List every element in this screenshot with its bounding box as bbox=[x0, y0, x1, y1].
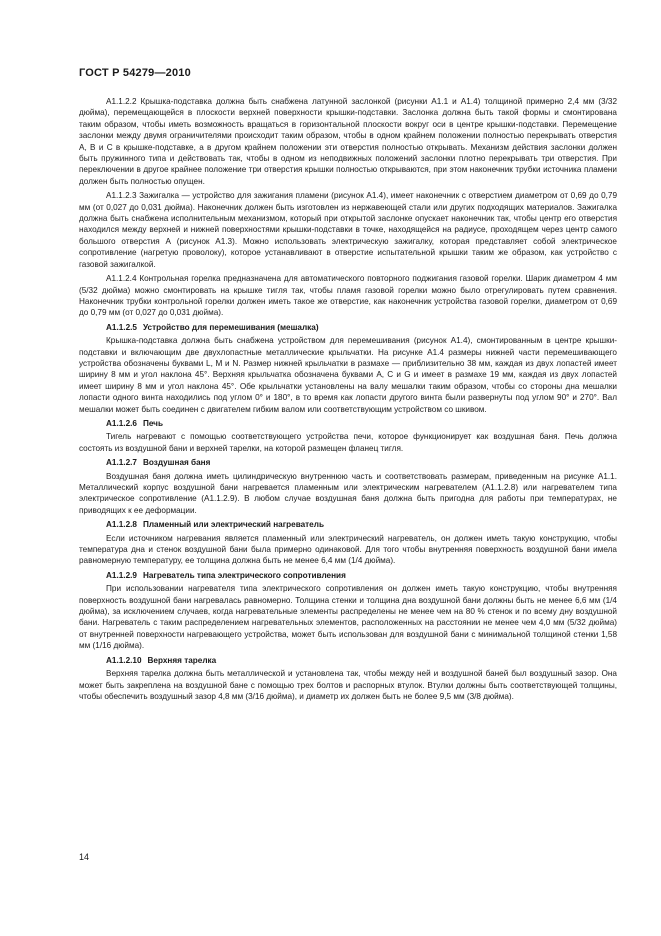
section-heading bbox=[79, 519, 617, 530]
section-heading bbox=[79, 570, 617, 581]
section-number: А1.1.2.5 bbox=[106, 322, 137, 332]
section-title: Нагреватель типа электрического сопротивления bbox=[142, 570, 346, 580]
section-title: Пламенный или электрический нагреватель bbox=[142, 520, 324, 530]
paragraph: Крышка-подставка должна быть снабжена устройством для перемешивания (рисунок А1.4), смонтированным в центре крышки-подставки и включающим две двухлопастные металлические крыльчатки. На рисунке А1.4 размеры нижней части перемешивающего устройства обозначены буквами L, M и N. Размер нижней крыльчатки в размахе — приблизительно 38 мм, каждая из двух лопастей имеет ширину 8 мм и угол наклона 45°. Верхняя крыльчатка обозначена буквами А, С и G и имеет в размахе 19 мм, каждая из двух лопастей имеет ширину 8 мм и угол наклона 45°. Обе крыльчатки установлены на валу мешалки таким образом, чтобы со стороны дна мешалки лопасти одного винта находились под углом 0° и 180°, в то время как лопасти другого винта были развернуты под углом 90° и 270°. Вал мешалки может быть соединен с двигателем гибким валом или соответствующим устройством со шкивом. bbox=[79, 336, 617, 414]
section-number: А1.1.2.9 bbox=[106, 570, 137, 580]
paragraph: Воздушная баня должна иметь цилиндрическую внутреннюю часть и соответствовать размерам, приведенным на рисунке А1.1. Металлический корпус воздушной бани нагревается пламенным или электрическим нагревателем (А1.1.2.8) или нагревателем типа электрическое сопротивление (А1.1.2.9). В любом случае воздушная баня должна быть пригодна для работы при температурах, не приводящих к ее деформации. bbox=[79, 471, 617, 515]
section-number: А1.1.2.8 bbox=[106, 520, 137, 530]
section-title: Печь bbox=[142, 418, 163, 428]
paragraph: А1.1.2.2 Крышка-подставка должна быть снабжена латунной заслонкой (рисунки А1.1 и А1.4) толщиной примерно 2,4 мм (3/32 дюйма), перемещающейся в плоскости верхней поверхности крышки-подставки. Заслонка должна быть такой формы и смонтирована таким образом, чтобы иметь возможность вращаться в горизонтальной плоскости вокруг оси в центре крышки-подставки. Перемещение заслонки между двумя ограничителями происходит таким образом, чтобы в одном крайнем положении полностью перекрывать отверстия А, В и С в крышке-подставке, а в другом крайнем положении эти отверстия полностью открывать. Механизм действия заслонки должен быть пружинного типа и действовать так, чтобы в одном из неподвижных положений заслонки плотно перекрывать три отверстия. При переключении в другое крайнее положение три отверстия крышки полностью открываются, при этом наконечник трубки источника пламени должен быть полностью опущен. bbox=[79, 97, 617, 186]
section-heading bbox=[79, 322, 617, 333]
section-heading bbox=[79, 418, 617, 429]
section-number: А1.1.2.6 bbox=[106, 418, 137, 428]
section-title: Верхняя тарелка bbox=[147, 655, 217, 665]
paragraph: А1.1.2.3 Зажигалка — устройство для зажигания пламени (рисунок А1.4), имеет наконечник с отверстием диаметром от 0,69 до 0,79 мм (от 0,027 до 0,031 дюйма). Наконечник должен быть изготовлен из нержавеющей стали или других подходящих материалов. Зажигалка должна быть снабжена исполнительным механизмом, который при открытой заслонке опускает наконечник так, чтобы центр его отверстия находился между верхней и нижней поверхностями крышки-подставки в точке, находящейся на радиусе, проходящем через центр самого большого отверстия А (рисунок А1.3). Можно использовать электрическую зажигалку, которая представляет собой электрическое сопротивление (нагретую проволоку), которое устанавливают в отверстие испытательной крышки таким же образом, как устройство с газовой зажигалкой. bbox=[79, 191, 617, 269]
section-heading bbox=[79, 457, 617, 468]
paragraph: А1.1.2.4 Контрольная горелка предназначена для автоматического повторного поджигания газовой горелки. Шарик диаметром 4 мм (5/32 дюйма) можно смонтировать на крышке тигля так, чтобы пламя газовой горелки можно было отрегулировать путем сравнения. Наконечник трубки контрольной горелки должен иметь такое же отверстие, как наконечник устройства газовой горелки, диаметром от 0,69 до 0,79 мм (от 0,027 до 0,031 дюйма). bbox=[79, 274, 617, 318]
paragraph: При использовании нагревателя типа электрического сопротивления он должен иметь такую конструкцию, чтобы внутренняя поверхность воздушной бани нагревалась равномерно. Толщина стенки и толщина дна воздушной бани должны быть не менее 6,6 мм (1/4 дюйма), за исключением случаев, когда нагревательные элементы распределены не менее чем на 80 % стенок и по всему дну воздушной бани. Нагреватель с таким распределением нагревательных элементов, расположенных на расстоянии не менее чем 4,0 мм (5/32 дюйма) от внутренней поверхности нагревающего устройства, может быть использован для воздушной бани с минимальной толщиной стенки 1,58 мм (1/16 дюйма). bbox=[79, 584, 617, 651]
section-title: Устройство для перемешивания (мешалка) bbox=[142, 322, 319, 332]
paragraph: Тигель нагревают с помощью соответствующего устройства печи, которое функционирует как воздушная баня. Печь должна состоять из воздушной бани и верхней тарелки, на которой размещен фланец тигля. bbox=[79, 432, 617, 453]
section-number: А1.1.2.7 bbox=[106, 458, 137, 468]
section-heading bbox=[79, 655, 617, 666]
paragraph: Верхняя тарелка должна быть металлической и установлена так, чтобы между ней и воздушной баней был воздушный зазор. Она может быть закреплена на воздушной бане с помощью трех болтов и распорных втулок. Втулки должны быть соответствующей толщины, чтобы обеспечить воздушный зазор 4,8 мм (3/16 дюйма), и диаметр их должен быть не более 9,5 мм (3/8 дюйма). bbox=[79, 669, 617, 701]
section-number: А1.1.2.10 bbox=[106, 655, 142, 665]
section-title: Воздушная баня bbox=[142, 458, 211, 468]
standard-header: ГОСТ Р 54279—2010 bbox=[79, 67, 191, 79]
page-number: 14 bbox=[79, 852, 90, 862]
paragraph: Если источником нагревания является пламенный или электрический нагреватель, он должен иметь такую конструкцию, чтобы температура дна и стенок воздушной бани была примерно одинаковой. Для того чтобы внутренняя поверхность воздушной бани имела равномерную температуру, ее толщина должна быть не менее 6,4 мм (1/4 дюйма). bbox=[79, 533, 617, 566]
document-body bbox=[79, 96, 617, 705]
